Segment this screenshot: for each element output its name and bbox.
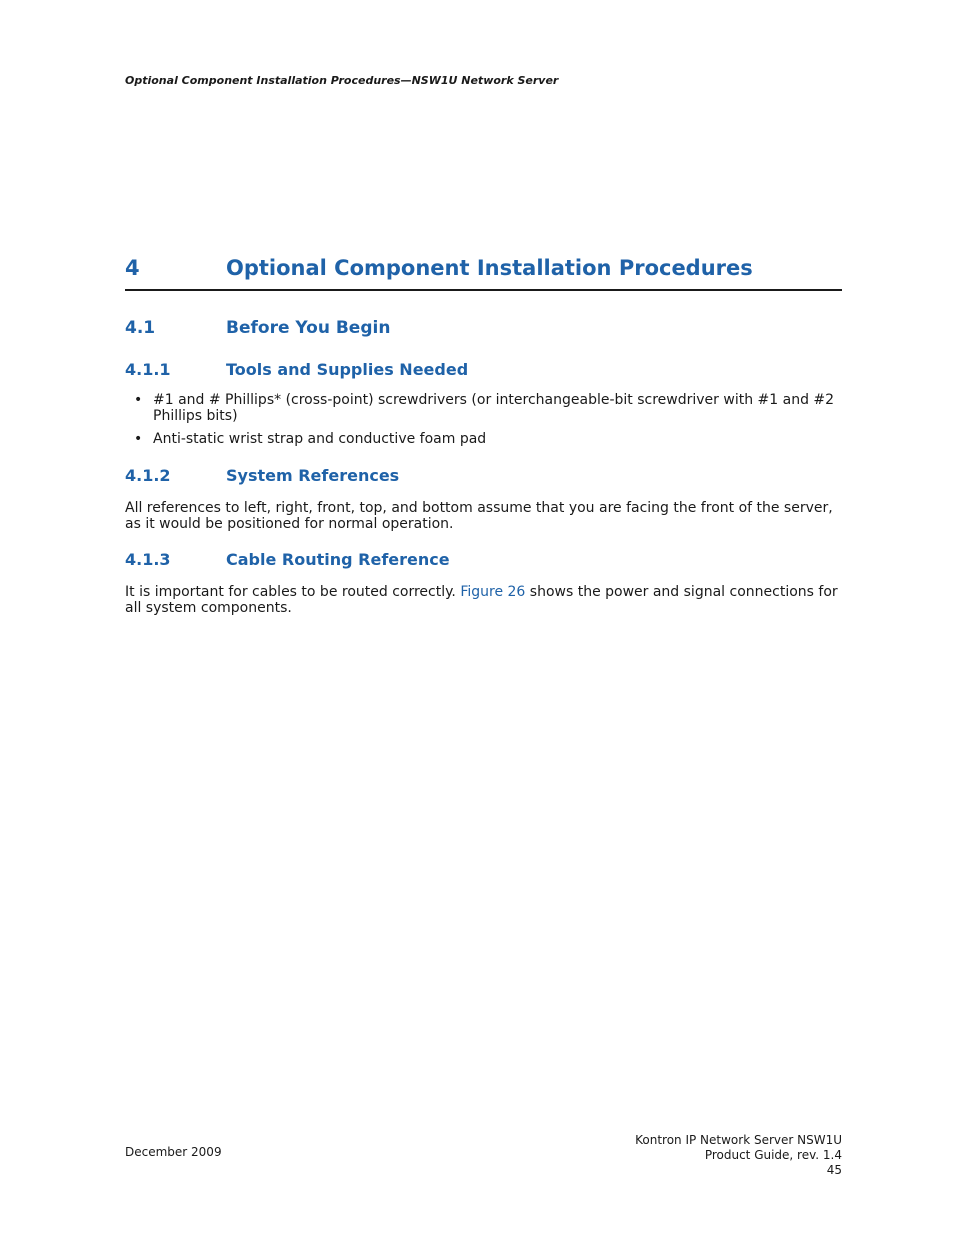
footer-info — [635, 1133, 842, 1178]
section-number: 4.1.2 — [125, 466, 171, 485]
chapter-number: 4 — [125, 256, 140, 280]
system-references-paragraph: All references to left, right, front, top, and bottom assume that you are facing the front of the server, as it would be positioned for normal operation. — [125, 500, 833, 532]
section-title: System References — [226, 466, 400, 485]
section-number: 4.1 — [125, 318, 156, 338]
chapter-heading — [125, 256, 842, 291]
bullet-icon: • — [134, 431, 143, 447]
list-item-text: #1 and # Phillips* (cross-point) screwdrivers (or interchangeable-bit screwdriver with #1 and #2 Phillips bits) — [153, 392, 835, 424]
section-heading-4-1-2 — [125, 466, 842, 488]
footer-product: Kontron IP Network Server NSW1U — [635, 1133, 842, 1147]
list-item-text: Anti-static wrist strap and conductive foam pad — [153, 431, 487, 447]
tools-list — [125, 392, 842, 454]
section-heading-4-1-1 — [125, 360, 842, 382]
paragraph-text: It is important for cables to be routed correctly. — [125, 584, 461, 600]
page-number: 45 — [826, 1163, 842, 1177]
paragraph-text: shows the power and signal connections for all system components. — [125, 584, 838, 616]
list-item — [125, 431, 842, 447]
footer-date: December 2009 — [125, 1145, 222, 1159]
section-number: 4.1.3 — [125, 550, 171, 569]
running-header: Optional Component Installation Procedures—NSW1U Network Server — [125, 74, 559, 87]
cable-routing-paragraph — [125, 584, 842, 616]
section-heading-4-1-3 — [125, 550, 842, 572]
section-title: Tools and Supplies Needed — [226, 360, 469, 379]
section-heading-4-1 — [125, 318, 842, 342]
section-title: Cable Routing Reference — [226, 550, 450, 569]
list-item — [125, 392, 842, 424]
section-number: 4.1.1 — [125, 360, 171, 379]
footer-guide: Product Guide, rev. 1.4 — [704, 1148, 842, 1162]
figure-26-link[interactable]: Figure 26 — [460, 584, 526, 600]
chapter-title: Optional Component Installation Procedures — [226, 256, 753, 280]
section-title: Before You Begin — [226, 318, 391, 338]
bullet-icon: • — [134, 392, 143, 408]
